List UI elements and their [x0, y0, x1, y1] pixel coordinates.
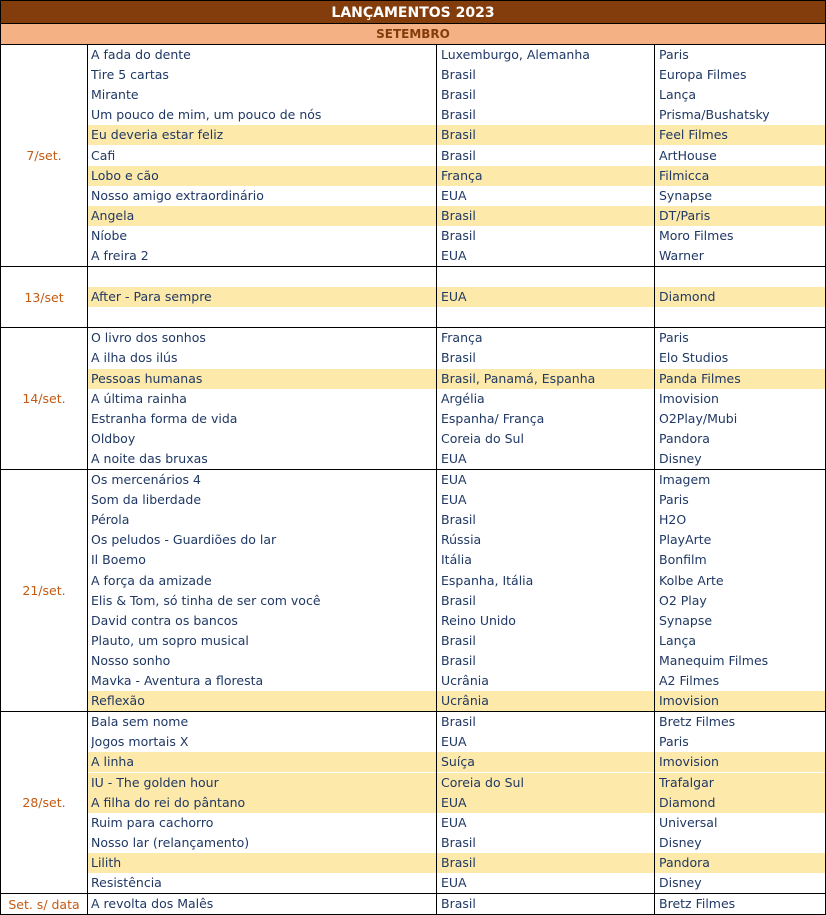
country-cell: EUA [441, 472, 467, 488]
table-row [88, 894, 825, 914]
distributor-cell: Disney [659, 450, 702, 466]
distributor-cell: Paris [659, 734, 689, 750]
table-row [88, 85, 825, 105]
table-row [88, 671, 825, 691]
country-cell: Suíça [441, 754, 475, 770]
release-date-cell: Set. s/ data [1, 894, 88, 914]
film-title-cell: A fada do dente [91, 47, 191, 62]
film-title-cell: A linha [91, 754, 134, 770]
country-cell: EUA [441, 248, 467, 263]
column-divider [436, 470, 437, 711]
film-title-cell: Lilith [91, 854, 122, 870]
table-row [88, 550, 825, 570]
distributor-cell: Filmicca [659, 167, 710, 183]
table-row [88, 591, 825, 611]
distributor-cell: Pandora [659, 854, 710, 870]
column-divider [436, 267, 437, 327]
table-row [88, 389, 825, 409]
film-title-cell: Som da liberdade [91, 492, 202, 508]
film-title-cell: Plauto, um sopro musical [91, 632, 249, 648]
table-row [88, 651, 825, 671]
film-title-cell: Os mercenários 4 [91, 472, 201, 488]
distributor-cell: O2Play/Mubi [659, 410, 738, 426]
distributor-cell: Kolbe Arte [659, 572, 724, 588]
country-cell: Coreia do Sul [441, 774, 524, 790]
film-title-cell: A ilha dos ilús [91, 350, 178, 366]
table-row [88, 873, 825, 893]
table-row [88, 125, 825, 145]
distributor-cell: Synapse [659, 612, 713, 628]
column-divider [436, 45, 437, 266]
film-title-cell: O livro dos sonhos [91, 330, 206, 346]
film-title-cell: Nosso amigo extraordinário [91, 187, 264, 203]
table-row [88, 146, 825, 166]
table-row [88, 348, 825, 368]
country-cell: Brasil [441, 834, 476, 850]
country-cell: Brasil [441, 67, 476, 83]
film-title-cell: Os peludos - Guardiões do lar [91, 532, 277, 548]
table-row [88, 793, 825, 813]
country-cell: EUA [441, 187, 467, 203]
distributor-cell: Diamond [659, 289, 716, 305]
country-cell: Brasil [441, 227, 476, 243]
table-row [88, 429, 825, 449]
table-row [88, 369, 825, 389]
distributor-cell: Trafalgar [659, 774, 714, 790]
distributor-cell: Paris [659, 492, 689, 508]
country-cell: EUA [441, 875, 467, 891]
table-row [88, 449, 825, 469]
release-date-group [0, 894, 826, 915]
release-date-cell: 14/set. [1, 328, 88, 469]
distributor-cell: Bonfilm [659, 552, 707, 568]
table-row [88, 853, 825, 873]
column-divider [654, 267, 655, 327]
table-row [88, 752, 825, 772]
country-cell: Brasil [441, 107, 476, 123]
film-title-cell: Nosso sonho [91, 652, 171, 668]
month-header: SETEMBRO [0, 24, 826, 45]
film-title-cell: David contra os bancos [91, 612, 238, 628]
film-title-cell: A força da amizade [91, 572, 212, 588]
country-cell: EUA [441, 492, 467, 508]
table-row [88, 470, 825, 490]
film-title-cell: Lobo e cão [91, 167, 159, 183]
distributor-cell: Lança [659, 632, 697, 648]
distributor-cell: Imovision [659, 693, 719, 709]
country-cell: Argélia [441, 390, 485, 406]
country-cell: EUA [441, 450, 467, 466]
country-cell: Brasil [441, 652, 476, 668]
film-title-cell: Pérola [91, 512, 130, 528]
column-divider [654, 470, 655, 711]
column-divider [654, 328, 655, 469]
country-cell: Brasil [441, 632, 476, 648]
country-cell: EUA [441, 814, 467, 830]
film-title-cell: Resistência [91, 875, 162, 891]
film-title-cell: IU - The golden hour [91, 774, 219, 790]
release-date-group [0, 45, 826, 267]
film-title-cell: A noite das bruxas [91, 450, 208, 466]
film-title-cell: Angela [91, 207, 135, 223]
film-title-cell: Bala sem nome [91, 714, 189, 730]
film-title-cell: Estranha forma de vida [91, 410, 238, 426]
distributor-cell: Paris [659, 330, 689, 346]
distributor-cell: Diamond [659, 794, 716, 810]
film-title-cell: After - Para sempre [91, 289, 212, 305]
country-cell: França [441, 330, 483, 346]
distributor-cell: Feel Filmes [659, 127, 728, 143]
film-title-cell: A última rainha [91, 390, 187, 406]
column-divider [436, 328, 437, 469]
country-cell: Brasil [441, 896, 476, 912]
distributor-cell: Disney [659, 834, 702, 850]
distributor-cell: Manequim Filmes [659, 652, 769, 668]
country-cell: Reino Unido [441, 612, 516, 628]
film-title-cell: Reflexão [91, 693, 145, 709]
column-divider [654, 45, 655, 266]
distributor-cell: Moro Filmes [659, 227, 734, 243]
table-row [88, 246, 825, 266]
table-row [88, 490, 825, 510]
table-row [88, 813, 825, 833]
film-title-cell: Um pouco de mim, um pouco de nós [91, 107, 322, 123]
distributor-cell: Synapse [659, 187, 713, 203]
table-row [88, 571, 825, 591]
table-row [88, 65, 825, 85]
column-divider [654, 712, 655, 893]
country-cell: Brasil [441, 350, 476, 366]
country-cell: Ucrânia [441, 693, 489, 709]
country-cell: EUA [441, 734, 467, 750]
table-row [88, 631, 825, 651]
country-cell: Brasil [441, 147, 476, 163]
table-row [88, 712, 825, 732]
distributor-cell: DT/Paris [659, 207, 711, 223]
release-date-group [0, 328, 826, 470]
country-cell: EUA [441, 794, 467, 810]
distributor-cell: Warner [659, 248, 704, 263]
table-row [88, 691, 825, 711]
distributor-cell: A2 Filmes [659, 673, 720, 689]
column-divider [654, 894, 655, 914]
table-row [88, 267, 825, 287]
distributor-cell: Disney [659, 875, 702, 891]
distributor-cell: Europa Filmes [659, 67, 747, 83]
distributor-cell: Imovision [659, 390, 719, 406]
distributor-cell: PlayArte [659, 532, 712, 548]
distributor-cell: Prisma/Bushatsky [659, 107, 770, 123]
release-date-cell: 21/set. [1, 470, 88, 711]
film-title-cell: Il Boemo [91, 552, 146, 568]
country-cell: Brasil, Panamá, Espanha [441, 370, 596, 386]
film-title-cell: Nosso lar (relançamento) [91, 834, 250, 850]
distributor-cell: Pandora [659, 430, 710, 446]
table-row [88, 287, 825, 307]
distributor-cell: Bretz Filmes [659, 714, 736, 730]
country-cell: Espanha/ França [441, 410, 545, 426]
table-row [88, 186, 825, 206]
country-cell: França [441, 167, 483, 183]
country-cell: Luxemburgo, Alemanha [441, 47, 590, 62]
film-title-cell: A freira 2 [91, 248, 149, 263]
film-title-cell: A filha do rei do pântano [91, 794, 246, 810]
distributor-cell: Panda Filmes [659, 370, 741, 386]
film-title-cell: Elis & Tom, só tinha de ser com você [91, 592, 321, 608]
country-cell: Brasil [441, 207, 476, 223]
table-row [88, 510, 825, 530]
country-cell: Ucrânia [441, 673, 489, 689]
distributor-cell: Lança [659, 87, 697, 103]
distributor-cell: O2 Play [659, 592, 707, 608]
table-row [88, 307, 825, 327]
release-date-group [0, 470, 826, 712]
film-title-cell: A revolta dos Malês [91, 896, 214, 912]
table-row [88, 611, 825, 631]
distributor-cell: Bretz Filmes [659, 896, 736, 912]
film-title-cell: Eu deveria estar feliz [91, 127, 224, 143]
distributor-cell: ArtHouse [659, 147, 717, 163]
country-cell: Brasil [441, 512, 476, 528]
table-row [88, 732, 825, 752]
release-date-group [0, 712, 826, 894]
sheet-title: LANÇAMENTOS 2023 [0, 0, 826, 24]
country-cell: Coreia do Sul [441, 430, 524, 446]
country-cell: Brasil [441, 592, 476, 608]
country-cell: Espanha, Itália [441, 572, 534, 588]
table-row [88, 206, 825, 226]
table-row [88, 105, 825, 125]
country-cell: Rússia [441, 532, 482, 548]
table-row [88, 409, 825, 429]
distributor-cell: Imovision [659, 754, 719, 770]
film-title-cell: Mavka - Aventura a floresta [91, 673, 264, 689]
table-row [88, 773, 825, 793]
table-row [88, 530, 825, 550]
release-date-cell: 28/set. [1, 712, 88, 893]
release-date-group [0, 267, 826, 328]
distributor-cell: Elo Studios [659, 350, 729, 366]
column-divider [436, 712, 437, 893]
country-cell: Brasil [441, 127, 476, 143]
film-title-cell: Ruim para cachorro [91, 814, 214, 830]
country-cell: EUA [441, 289, 467, 305]
film-title-cell: Jogos mortais X [91, 734, 189, 750]
country-cell: Brasil [441, 854, 476, 870]
column-divider [436, 894, 437, 914]
distributor-cell: Universal [659, 814, 718, 830]
table-row [88, 833, 825, 853]
film-title-cell: Tire 5 cartas [91, 67, 169, 83]
country-cell: Brasil [441, 87, 476, 103]
film-title-cell: Mirante [91, 87, 139, 103]
film-title-cell: Pessoas humanas [91, 370, 203, 386]
film-title-cell: Oldboy [91, 430, 136, 446]
table-row [88, 45, 825, 65]
country-cell: Itália [441, 552, 472, 568]
table-row [88, 166, 825, 186]
distributor-cell: H2O [659, 512, 687, 528]
film-title-cell: Níobe [91, 227, 128, 243]
table-row [88, 226, 825, 246]
country-cell: Brasil [441, 714, 476, 730]
distributor-cell: Imagem [659, 472, 711, 488]
release-date-cell: 7/set. [1, 45, 88, 266]
release-date-cell: 13/set [1, 267, 88, 327]
table-row [88, 328, 825, 348]
distributor-cell: Paris [659, 47, 689, 62]
film-title-cell: Cafi [91, 147, 116, 163]
